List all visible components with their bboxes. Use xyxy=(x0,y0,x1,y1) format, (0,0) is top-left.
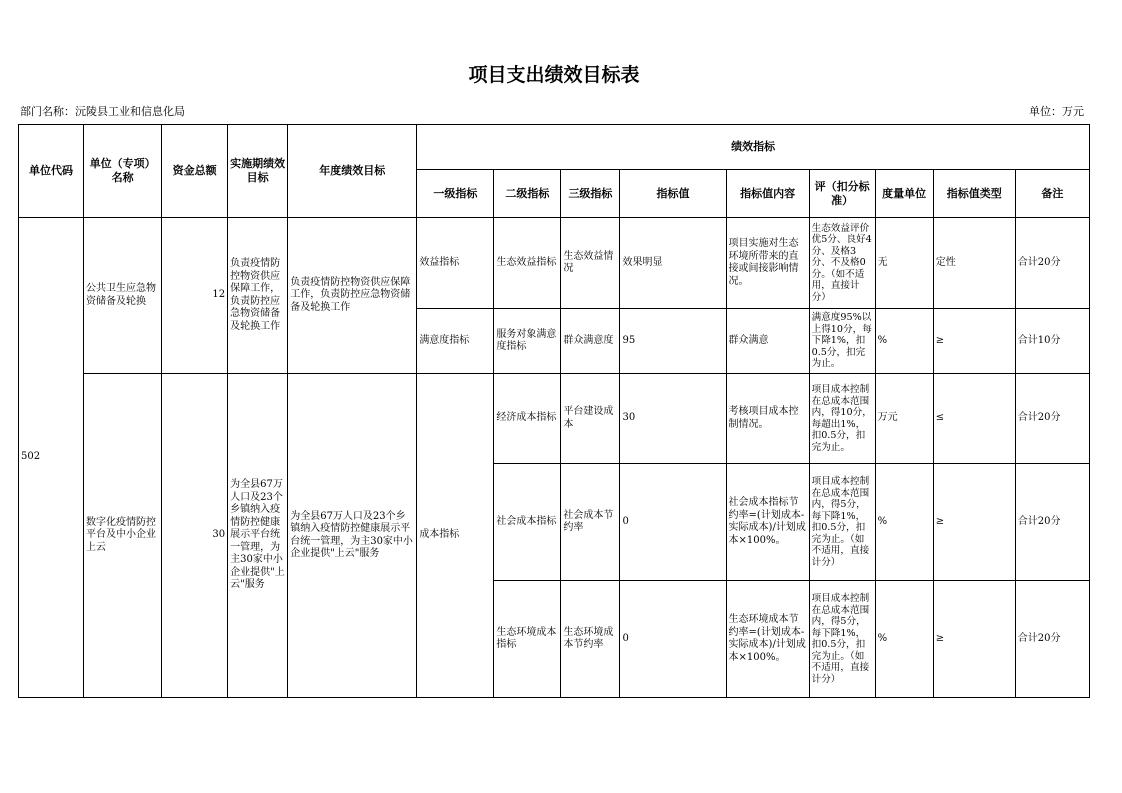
level3-cell: 群众满意度 xyxy=(561,309,620,374)
currency-unit: 单位：万元 xyxy=(1029,105,1084,118)
period-goal-cell: 负责疫情防控物资供应保障工作，负责防控应急物资储备及轮换工作 xyxy=(228,218,288,374)
content-cell: 群众满意 xyxy=(726,309,809,374)
header-unit-code: 单位代码 xyxy=(19,125,84,218)
scoring-cell: 满意度95%以上得10分，每下降1%，扣0.5分，扣完为止。 xyxy=(809,309,875,374)
header-level2: 二级指标 xyxy=(494,170,561,218)
value-cell: 0 xyxy=(620,581,726,698)
header-annual-goal: 年度绩效目标 xyxy=(288,125,417,218)
level3-cell: 生态效益情况 xyxy=(561,218,620,309)
header-content: 指标值内容 xyxy=(726,170,809,218)
remark-cell: 合计20分 xyxy=(1015,218,1089,309)
measure-unit-cell: 万元 xyxy=(875,374,933,464)
level3-cell: 生态环境成本节约率 xyxy=(561,581,620,698)
value-cell: 0 xyxy=(620,464,726,581)
header-value-type: 指标值类型 xyxy=(933,170,1015,218)
header-remark: 备注 xyxy=(1015,170,1089,218)
level3-cell: 社会成本节约率 xyxy=(561,464,620,581)
remark-cell: 合计10分 xyxy=(1015,309,1089,374)
remark-cell: 合计20分 xyxy=(1015,464,1089,581)
annual-goal-cell: 负责疫情防控物资供应保障工作，负责防控应急物资储备及轮换工作 xyxy=(288,218,417,374)
level2-cell: 生态效益指标 xyxy=(494,218,561,309)
value-cell: 效果明显 xyxy=(620,218,726,309)
remark-cell: 合计20分 xyxy=(1015,581,1089,698)
value-type-cell: 定性 xyxy=(933,218,1015,309)
period-goal-cell: 为全县67万人口及23个乡镇纳入疫情防控健康展示平台统一管理，为主30家中小企业提供"上云"服务 xyxy=(228,374,288,698)
content-cell: 项目实施对生态环境所带来的直接或间接影响情况。 xyxy=(726,218,809,309)
content-cell: 考核项目成本控制情况。 xyxy=(726,374,809,464)
value-type-cell: ≤ xyxy=(933,374,1015,464)
project-fund-cell: 12 xyxy=(162,218,228,374)
table-row xyxy=(19,218,1090,309)
header-period-goal: 实施期绩效目标 xyxy=(228,125,288,218)
header-scoring: 评（扣分标准） xyxy=(809,170,875,218)
header-total-fund: 资金总额 xyxy=(162,125,228,218)
project-name-cell: 公共卫生应急物资储备及轮换 xyxy=(84,218,162,374)
measure-unit-cell: % xyxy=(875,581,933,698)
project-name-cell: 数字化疫情防控平台及中小企业上云 xyxy=(84,374,162,698)
header-level3: 三级指标 xyxy=(561,170,620,218)
level1-cell: 成本指标 xyxy=(417,374,494,698)
scoring-cell: 项目成本控制在总成本范围内，得5分，每下降1%，扣0.5分，扣完为止。（如不适用，直接计分） xyxy=(809,464,875,581)
value-cell: 95 xyxy=(620,309,726,374)
unit-code-cell: 502 xyxy=(19,218,84,698)
header-performance: 绩效指标 xyxy=(417,125,1090,170)
header-measure-unit: 度量单位 xyxy=(875,170,933,218)
content-cell: 生态环境成本节约率=(计划成本-实际成本)/计划成本×100%。 xyxy=(726,581,809,698)
performance-table xyxy=(18,124,1090,698)
value-type-cell: ≥ xyxy=(933,309,1015,374)
measure-unit-cell: % xyxy=(875,464,933,581)
measure-unit-cell: % xyxy=(875,309,933,374)
header-value: 指标值 xyxy=(620,170,726,218)
scoring-cell: 项目成本控制在总成本范围内，得10分，每超出1%，扣0.5分，扣完为止。 xyxy=(809,374,875,464)
value-cell: 30 xyxy=(620,374,726,464)
header-level1: 一级指标 xyxy=(417,170,494,218)
level1-cell: 效益指标 xyxy=(417,218,494,309)
level1-cell: 满意度指标 xyxy=(417,309,494,374)
header-unit-name: 单位（专项）名称 xyxy=(84,125,162,218)
level2-cell: 服务对象满意度指标 xyxy=(494,309,561,374)
remark-cell: 合计20分 xyxy=(1015,374,1089,464)
level2-cell: 社会成本指标 xyxy=(494,464,561,581)
scoring-cell: 项目成本控制在总成本范围内，得5分，每下降1%，扣0.5分，扣完为止。（如不适用，直接计分） xyxy=(809,581,875,698)
scoring-cell: 生态效益评价优5分、良好4分、及格3分、不及格0分。（如不适用，直接计分） xyxy=(809,218,875,309)
level3-cell: 平台建设成本 xyxy=(561,374,620,464)
measure-unit-cell: 无 xyxy=(875,218,933,309)
value-type-cell: ≥ xyxy=(933,581,1015,698)
level2-cell: 生态环境成本指标 xyxy=(494,581,561,698)
table-row xyxy=(19,374,1090,464)
content-cell: 社会成本指标节约率=(计划成本-实际成本)/计划成本×100%。 xyxy=(726,464,809,581)
department-name: 部门名称：沅陵县工业和信息化局 xyxy=(20,105,185,118)
header-row-1 xyxy=(19,125,1090,170)
annual-goal-cell: 为全县67万人口及23个乡镇纳入疫情防控健康展示平台统一管理，为主30家中小企业提供"上云"服务 xyxy=(288,374,417,698)
page-title: 项目支出绩效目标表 xyxy=(468,64,640,86)
level2-cell: 经济成本指标 xyxy=(494,374,561,464)
project-fund-cell: 30 xyxy=(162,374,228,698)
value-type-cell: ≥ xyxy=(933,464,1015,581)
